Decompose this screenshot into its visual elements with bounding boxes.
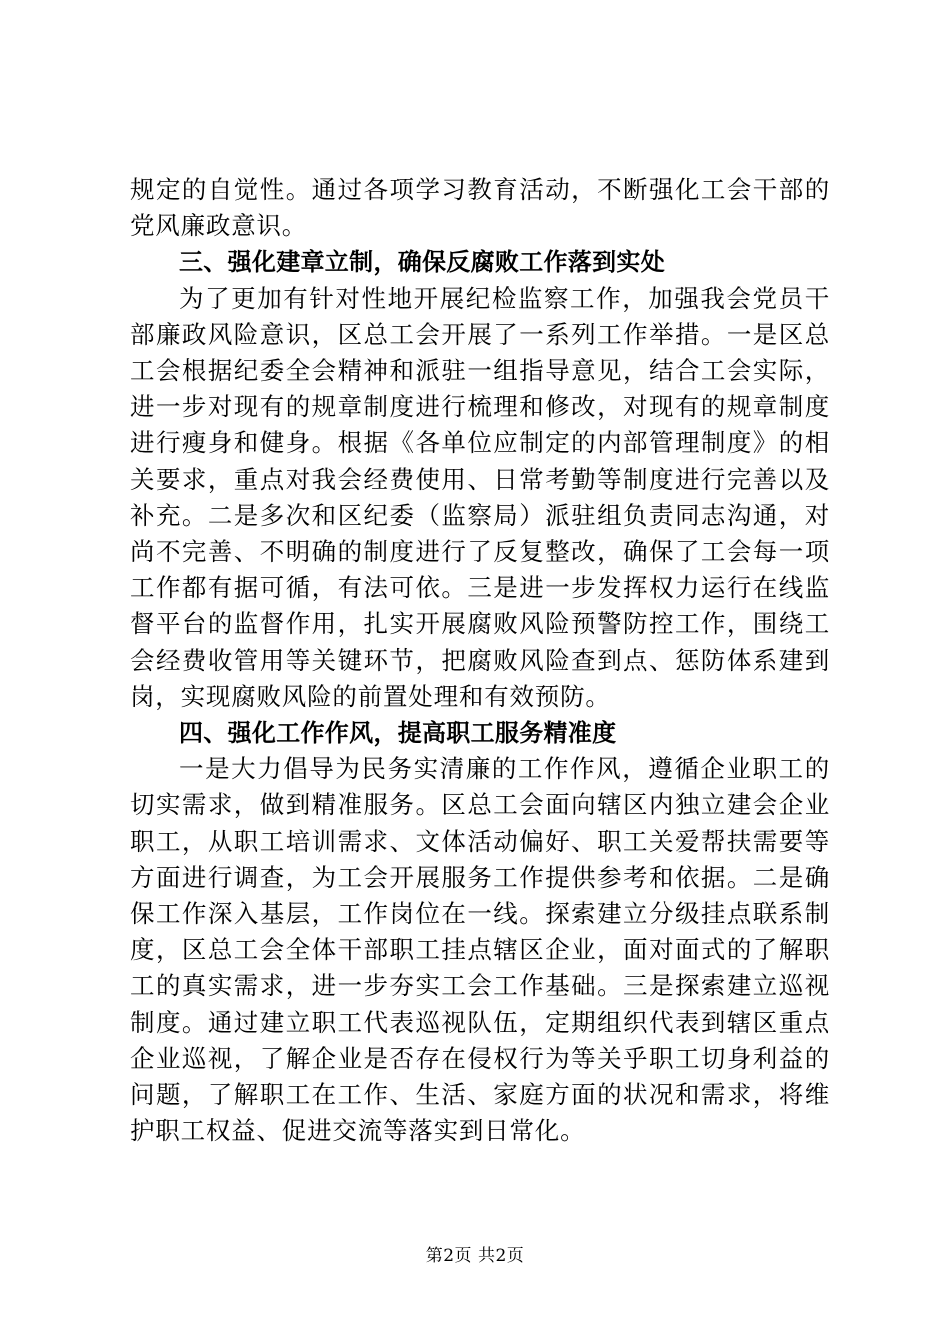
paragraph-section-3: 为了更加有针对性地开展纪检监察工作，加强我会党员干部廉政风险意识，区总工会开展了一系列工作举措。一是区总工会根据纪委全会精神和派驻一组指导意见，结合工会实际，进一步对现有的规章制度进行梳理和修改，对现有的规章制度进行瘦身和健身。根据《各单位应制定的内部管理制度》的相关要求，重点对我会经费使用、日常考勤等制度进行完善以及补充。二是多次和区纪委（监察局）派驻组负责同志沟通，对尚不完善、不明确的制度进行了反复整改，确保了工会每一项工作都有据可循，有法可依。三是进一步发挥权力运行在线监督平台的监督作用，扎实开展腐败风险预警防控工作，围绕工会经费收管用等关键环节，把腐败风险查到点、惩防体系建到岗，实现腐败风险的前置处理和有效预防。: [130, 283, 830, 711]
section-heading-3: 三、强化建章立制，确保反腐败工作落到实处: [179, 248, 665, 277]
paragraph-continuation: 规定的自觉性。通过各项学习教育活动，不断强化工会干部的党风廉政意识。: [130, 175, 830, 241]
section-heading-4: 四、强化工作作风，提高职工服务精准度: [179, 719, 617, 748]
document-body: [130, 172, 830, 1149]
paragraph-section-4: 一是大力倡导为民务实清廉的工作作风，遵循企业职工的切实需求，做到精准服务。区总工会面向辖区内独立建会企业职工，从职工培训需求、文体活动偏好、职工关爱帮扶需要等方面进行调查，为工会开展服务工作提供参考和依据。二是确保工作深入基层，工作岗位在一线。探索建立分级挂点联系制度，区总工会全体干部职工挂点辖区企业，面对面式的了解职工的真实需求，进一步夯实工会工作基础。三是探索建立巡视制度。通过建立职工代表巡视队伍，定期组织代表到辖区重点企业巡视，了解企业是否存在侵权行为等关乎职工切身利益的问题，了解职工在工作、生活、家庭方面的状况和需求，将维护职工权益、促进交流等落实到日常化。: [130, 754, 830, 1146]
page-footer: 第2页 共2页: [425, 1246, 525, 1266]
